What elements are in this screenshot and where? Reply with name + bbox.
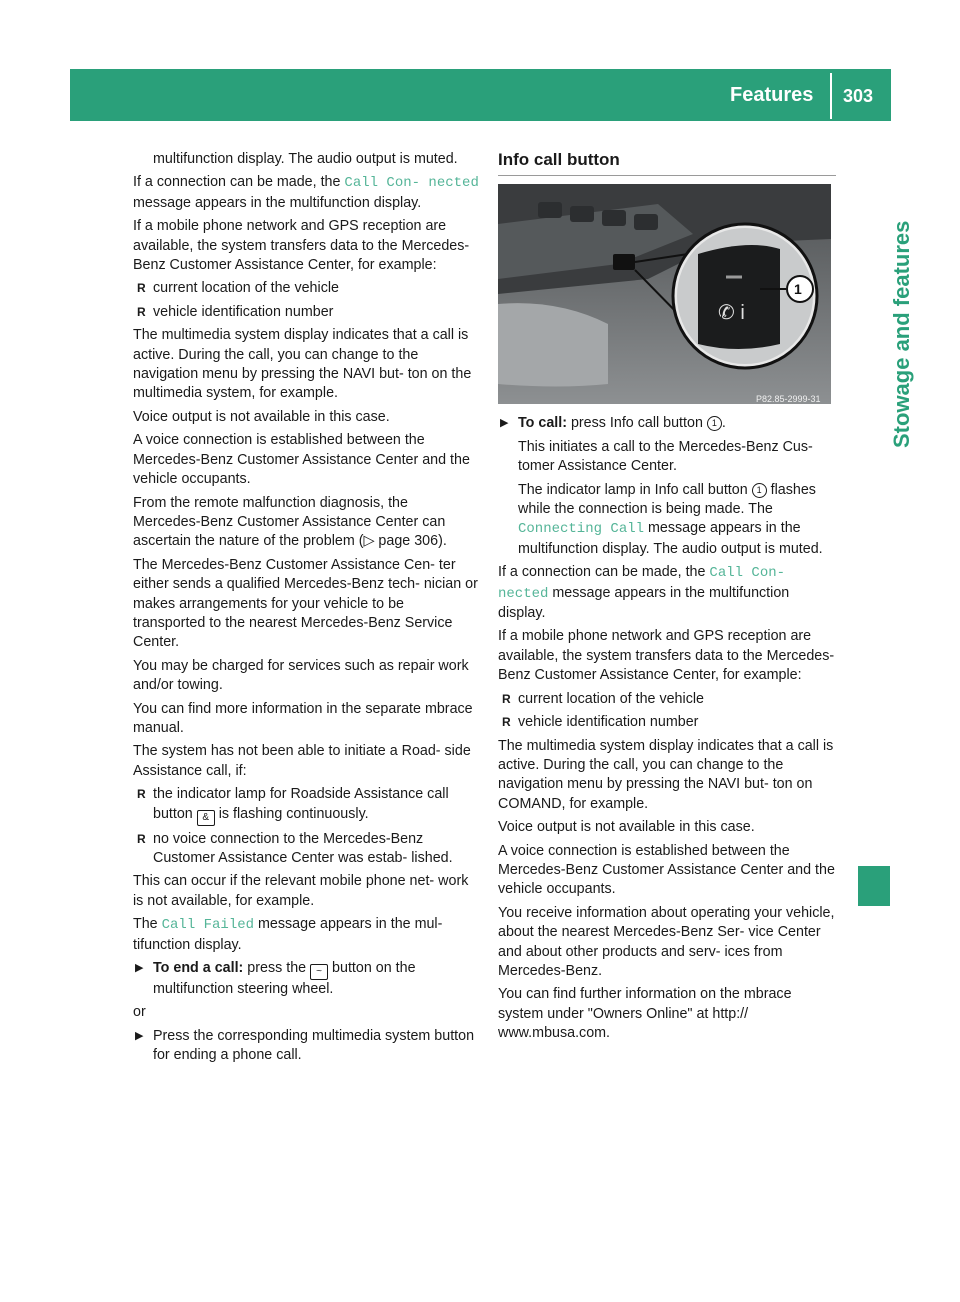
paragraph: Voice output is not available in this case. bbox=[498, 819, 755, 836]
paragraph: The Mercedes-Benz Customer Assistance Cen- ter either sends a qualified Mercedes-Benz tech- nician or makes arrangements for your vehicle to be transported to the nearest Mercedes-Benz Service Center. bbox=[133, 556, 478, 651]
paragraph: You can find more information in the separate mbrace manual. bbox=[133, 700, 473, 736]
text: If a connection can be made, the bbox=[498, 564, 710, 581]
header-title: Features bbox=[730, 84, 814, 106]
paragraph: The multimedia system display indicates that a call is active. During the call, you can change to the navigation menu by pressing the NAVI but- ton on COMAND, for example. bbox=[498, 737, 834, 812]
figure-illustration bbox=[498, 184, 831, 404]
figure-callout-label: 1 bbox=[794, 281, 802, 298]
instruction-step bbox=[498, 414, 836, 433]
callout-number: 1 bbox=[707, 416, 722, 431]
paragraph bbox=[498, 481, 836, 560]
info-call-button-figure bbox=[498, 184, 831, 404]
text: The indicator lamp in Info call button bbox=[518, 481, 752, 498]
or-text: or bbox=[133, 1004, 146, 1021]
paragraph bbox=[498, 563, 836, 623]
list-item: R vehicle identification number bbox=[498, 713, 836, 732]
instruction-step bbox=[133, 959, 479, 999]
step-label: To end a call: bbox=[153, 960, 244, 977]
list-item: R no voice connection to the Mercedes-Benz Customer Assistance Center was estab- lished. bbox=[133, 830, 479, 869]
svg-text:✆ i: ✆ i bbox=[718, 302, 745, 325]
paragraph: Voice output is not available in this case. bbox=[133, 408, 390, 425]
text: The bbox=[133, 916, 162, 933]
paragraph: If a mobile phone network and GPS reception are available, the system transfers data to the Mercedes-Benz Customer Assistance Center, for example: bbox=[498, 628, 835, 684]
paragraph: multifunction display. The audio output is muted. bbox=[153, 151, 458, 167]
right-column bbox=[498, 150, 836, 1048]
text: button on the multifunction steering wheel. bbox=[153, 960, 416, 998]
paragraph: If a mobile phone network and GPS reception are available, the system transfers data to the Mercedes-Benz Customer Assistance Center, for example: bbox=[133, 218, 470, 274]
paragraph: This can occur if the relevant mobile phone net- work is not available, for example. bbox=[133, 873, 469, 909]
step-label: To call: bbox=[518, 415, 567, 432]
list-item: R current location of the vehicle bbox=[133, 279, 479, 298]
text: . bbox=[721, 415, 726, 432]
roadside-assistance-button-icon: & bbox=[197, 810, 215, 826]
page-number: 303 bbox=[843, 86, 874, 106]
end-call-button-icon: ~ bbox=[310, 964, 328, 980]
text: If a connection can be made, the bbox=[133, 174, 345, 191]
text: the indicator lamp for Roadside Assistance call button bbox=[153, 786, 449, 822]
side-tab-label: Stowage and features bbox=[889, 220, 914, 448]
paragraph: You may be charged for services such as repair work and/or towing. bbox=[133, 657, 469, 694]
section-title: Info call button bbox=[498, 150, 620, 169]
paragraph: This initiates a call to the Mercedes-Benz Cus- tomer Assistance Center. bbox=[518, 438, 813, 475]
paragraph: From the remote malfunction diagnosis, the Mercedes-Benz Customer Assistance Center can ascertain the nature of the problem (▷ page 306). bbox=[133, 494, 447, 550]
display-message: Call Failed bbox=[161, 917, 255, 934]
display-message: Connecting Call bbox=[518, 521, 645, 538]
list-item: R vehicle identification number bbox=[133, 303, 479, 322]
figure-code: P82.85-2999-31 bbox=[756, 394, 821, 405]
paragraph: The system has not been able to initiate a Road- side Assistance call, if: bbox=[133, 743, 471, 779]
paragraph: A voice connection is established between the Mercedes-Benz Customer Assistance Center and the vehicle occupants. bbox=[498, 842, 835, 898]
left-column bbox=[133, 150, 479, 1070]
paragraph: A voice connection is established between the Mercedes-Benz Customer Assistance Center and the vehicle occupants. bbox=[133, 432, 470, 488]
text: message appears in the mul- tifunction display. bbox=[133, 916, 443, 953]
callout-number: 1 bbox=[752, 483, 767, 498]
section-rule bbox=[498, 175, 836, 176]
text: flashes while the connection is being made. The bbox=[518, 481, 816, 518]
paragraph: You can find further information on the mbrace system under "Owners Online" at http:// www.mbusa.com. bbox=[498, 986, 792, 1042]
list-item bbox=[133, 785, 479, 825]
display-message: Call Con‐ nected bbox=[344, 175, 479, 192]
paragraph bbox=[133, 915, 479, 955]
text: press Info call button bbox=[567, 415, 707, 432]
paragraph: You receive information about operating your vehicle, about the nearest Mercedes-Benz Ser- vice Center and about other products and serv- ices from Mercedes-Benz. bbox=[498, 904, 835, 979]
text: message appears in the multifunction display. bbox=[133, 194, 422, 211]
header-separator bbox=[830, 73, 832, 119]
display-message: Call Con‐ nected bbox=[498, 565, 786, 602]
text: message appears in the multifunction display. bbox=[498, 584, 790, 622]
text: message appears in the multifunction display. The audio output is muted. bbox=[518, 520, 823, 557]
paragraph bbox=[133, 173, 479, 213]
paragraph: The multimedia system display indicates that a call is active. During the call, you can change to the navigation menu by pressing the NAVI but- ton on the multimedia system, for example. bbox=[133, 327, 472, 402]
instruction-step: ▶ Press the corresponding multimedia system button for ending a phone call. bbox=[133, 1027, 479, 1066]
text: press the bbox=[243, 960, 311, 977]
list-item: R current location of the vehicle bbox=[498, 690, 836, 709]
side-tab-marker bbox=[858, 866, 890, 906]
text: is flashing continuously. bbox=[214, 805, 369, 822]
